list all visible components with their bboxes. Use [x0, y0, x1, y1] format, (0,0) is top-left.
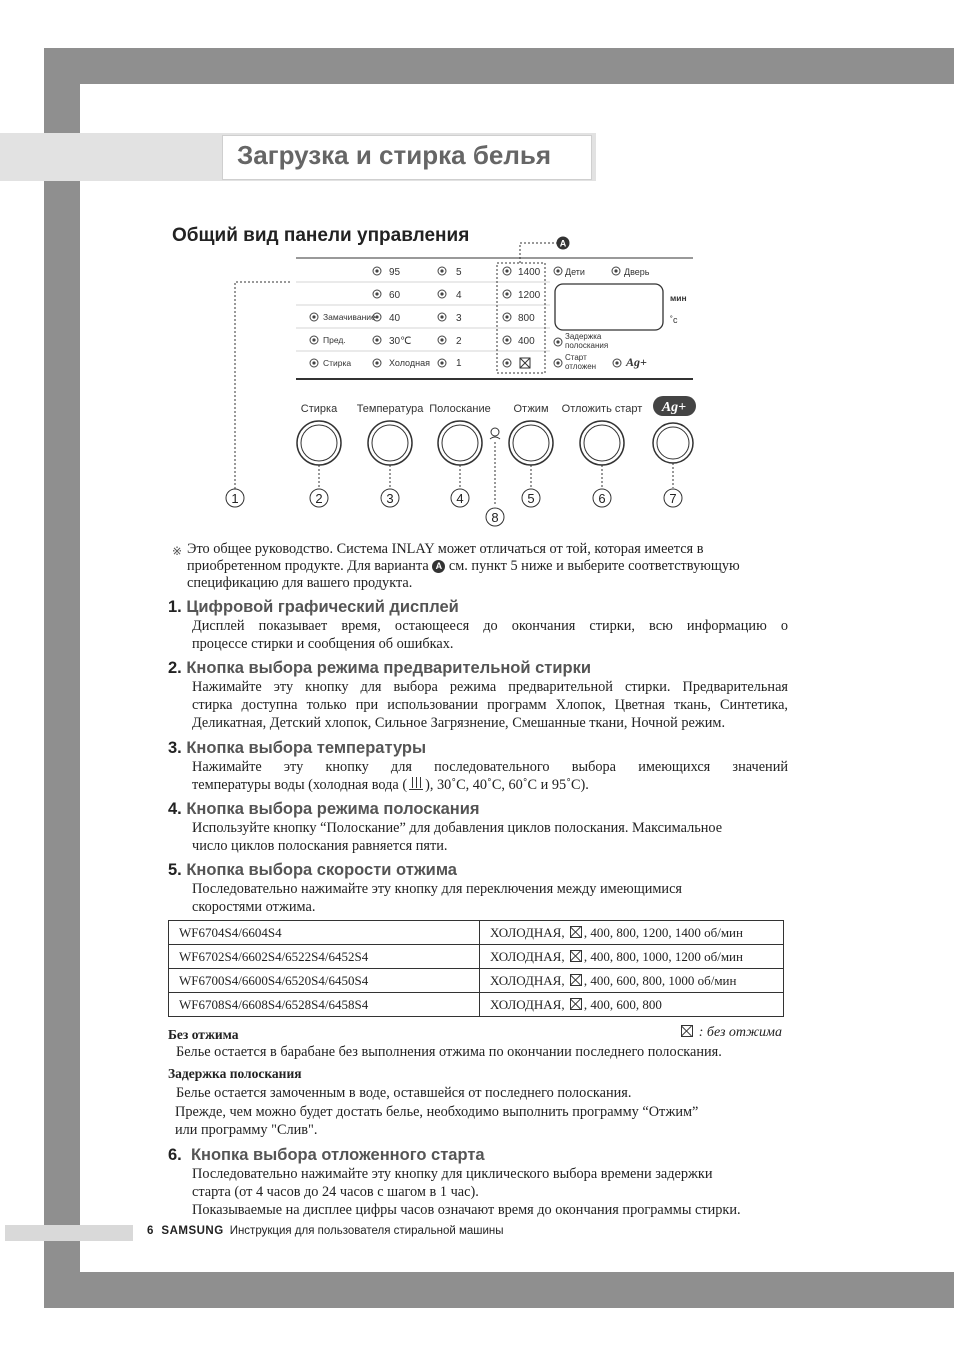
- no-spin-heading: Без отжима: [168, 1027, 239, 1042]
- table-cell-speeds: ХОЛОДНАЯ, , 400, 800, 1200, 1400 об/мин: [480, 921, 784, 945]
- table-cell-speeds: ХОЛОДНАЯ, , 400, 600, 800: [480, 993, 784, 1017]
- spin-speed-table: [168, 920, 784, 1017]
- section-1-title: 1. Цифровой графический дисплей: [168, 598, 459, 616]
- ag-indicator-label: Ag+: [626, 355, 647, 369]
- section-6: [168, 1145, 788, 1219]
- table-row: [169, 969, 784, 993]
- section-3-line-1: Нажимайте эту кнопку для последовательного выбора имеющихся значений: [192, 759, 788, 775]
- table-row: [169, 921, 784, 945]
- status-rinse-hold-2: полоскания: [565, 341, 609, 350]
- no-spin-text: Белье остается в барабане без выполнения отжима по окончании последнего полоскания.: [176, 1044, 722, 1060]
- section-5-line-2: скоростями отжима.: [192, 899, 316, 915]
- temp-cold: Холодная: [389, 358, 430, 368]
- section-2: [168, 658, 788, 732]
- section-4: [168, 799, 788, 855]
- section-2-line-1: Нажимайте эту кнопку для выбора режима предварительной стирки. Предварительная: [192, 679, 788, 695]
- section-2-line-3: Деликатная, Детский хлопок, Сильное Загрязнение, Смешанные ткани, Ночной режим.: [192, 715, 726, 731]
- footer: [147, 1225, 504, 1237]
- section-6-line-1: Последовательно нажимайте эту кнопку для циклического выбора времени задержки: [192, 1166, 713, 1182]
- callout-6: 6: [598, 491, 606, 506]
- footer-text: Инструкция для пользователя стиральной машины: [229, 1225, 504, 1237]
- unit-min: мин: [670, 293, 687, 303]
- no-spin-icon: [570, 926, 582, 938]
- note-marker-a: A: [432, 560, 445, 573]
- no-spin-icon: [570, 950, 582, 962]
- section-1-line-1: Дисплей показывает время, остающееся до окончания стирки, всю информацию о: [192, 618, 788, 634]
- rinse-hold-heading: Задержка полоскания: [168, 1066, 302, 1081]
- section-3-title: 3. Кнопка выбора температуры: [168, 739, 427, 757]
- status-rinse-hold-1: Задержка: [565, 332, 602, 341]
- rinse-4: 4: [456, 290, 462, 301]
- temp-95: 95: [389, 267, 401, 278]
- section-2-line-2: стирка доступна только при использовании программ Хлопок, Цветная ткань, Синтетика,: [192, 697, 788, 713]
- section-4-line-1: Используйте кнопку “Полоскание” для добавления циклов полоскания. Максимальное: [192, 820, 723, 836]
- no-spin-icon: [570, 998, 582, 1010]
- section-4-title: 4. Кнопка выбора режима полоскания: [168, 800, 480, 818]
- spin-1400: 1400: [518, 267, 541, 278]
- frame-left: [44, 48, 80, 1308]
- rinse-hold-line-3: или программу "Слив".: [175, 1122, 318, 1138]
- temp-40: 40: [389, 313, 401, 324]
- section-6-title: 6. Кнопка выбора отложенного старта: [168, 1146, 485, 1164]
- marker-a-label: A: [559, 238, 567, 249]
- rinse-1: 1: [456, 358, 462, 369]
- section-4-line-2: число циклов полоскания равняется пяти.: [192, 838, 448, 854]
- temp-30: 30℃: [389, 336, 412, 347]
- rinse-hold-line-2: Прежде, чем можно будет достать белье, необходимо выполнить программу “Отжим”: [175, 1104, 699, 1120]
- button-label-rinse: Полоскание: [429, 403, 491, 415]
- spin-400: 400: [518, 336, 535, 347]
- button-label-temp: Температура: [356, 403, 424, 415]
- table-cell-model: WF6702S4/6602S4/6522S4/6452S4: [169, 945, 480, 969]
- unit-celsius: ˚c: [670, 315, 678, 325]
- button-label-delay: Отложить старт: [561, 403, 643, 415]
- section-1: [168, 597, 788, 653]
- temp-60: 60: [389, 290, 401, 301]
- callout-8: 8: [491, 510, 499, 525]
- callout-5: 5: [527, 491, 535, 506]
- table-row: [169, 945, 784, 969]
- section-1-line-2: процессе стирки и сообщения об ошибках.: [192, 636, 454, 652]
- callout-1: 1: [231, 491, 239, 506]
- rinse-hold-line-1: Белье остается замоченным в воде, оставшейся от последнего полоскания.: [176, 1085, 632, 1101]
- table-row: [169, 993, 784, 1017]
- frame-top: [44, 48, 954, 84]
- section-5: [168, 860, 788, 916]
- section-5-line-1: Последовательно нажимайте эту кнопку для переключения между имеющимися: [192, 881, 682, 897]
- label-soak: Замачивание: [323, 312, 376, 322]
- digital-display: [555, 284, 663, 330]
- brand-name: SAMSUNG: [161, 1225, 224, 1237]
- footer-bar: [5, 1225, 133, 1241]
- button-label-wash: Стирка: [300, 403, 338, 415]
- note-symbol: ※: [172, 544, 183, 558]
- table-cell-model: WF6700S4/6600S4/6520S4/6450S4: [169, 969, 480, 993]
- page-number: 6: [147, 1225, 154, 1237]
- no-spin-legend: : без отжима: [679, 1025, 782, 1041]
- page-title: Загрузка и стирка белья: [237, 140, 552, 170]
- section-3-line-2: температуры воды (холодная вода ( ), 30˚C, 40˚C, 60˚C и 95˚C).: [192, 777, 589, 793]
- note-text-1: Это общее руководство. Система INLAY может отличаться от той, которая имеется в приобретенном продукте. Для варианта: [187, 541, 704, 574]
- general-note: [172, 541, 787, 592]
- rinse-3: 3: [456, 313, 462, 324]
- table-cell-speeds: ХОЛОДНАЯ, , 400, 800, 1000, 1200 об/мин: [480, 945, 784, 969]
- label-prewash: Пред.: [323, 335, 346, 345]
- callout-2: 2: [315, 491, 323, 506]
- section-2-title: 2. Кнопка выбора режима предварительной стирки: [168, 659, 591, 677]
- spin-1200: 1200: [518, 290, 541, 301]
- frame-bottom: [44, 1272, 954, 1308]
- section-subtitle: Общий вид панели управления: [172, 225, 470, 246]
- table-cell-model: WF6708S4/6608S4/6528S4/6458S4: [169, 993, 480, 1017]
- note-text-2: см. пункт 5 ниже и выберите соответствующую спецификацию для вашего продукта.: [187, 558, 740, 591]
- ag-button-label: Ag+: [661, 400, 687, 415]
- no-spin-icon: [681, 1025, 693, 1037]
- section-6-line-3: Показываемые на дисплее цифры часов означают время до окончания программы стирки.: [192, 1202, 741, 1218]
- child-lock-icon: [490, 428, 500, 439]
- section-5-title: 5. Кнопка выбора скорости отжима: [168, 861, 457, 879]
- button-label-spin: Отжим: [513, 403, 549, 415]
- status-door: Дверь: [624, 267, 650, 277]
- status-delay-start-2: отложен: [565, 362, 597, 371]
- cold-water-icon: [409, 777, 423, 790]
- no-spin-icon: [520, 358, 530, 368]
- rinse-2: 2: [456, 336, 462, 347]
- label-wash: Стирка: [323, 358, 352, 368]
- section-6-line-2: старта (от 4 часов до 24 часов с шагом в 1 час).: [192, 1184, 479, 1200]
- callout-7: 7: [669, 491, 677, 506]
- table-cell-model: WF6704S4/6604S4: [169, 921, 480, 945]
- status-delay-start-1: Старт: [565, 353, 587, 362]
- table-cell-speeds: ХОЛОДНАЯ, , 400, 600, 800, 1000 об/мин: [480, 969, 784, 993]
- section-3: [168, 738, 788, 794]
- rinse-5: 5: [456, 267, 462, 278]
- no-spin-icon: [570, 974, 582, 986]
- callout-3: 3: [386, 491, 394, 506]
- control-panel-diagram: [150, 230, 850, 530]
- status-children: Дети: [565, 267, 585, 277]
- callout-4: 4: [456, 491, 464, 506]
- spin-800: 800: [518, 313, 535, 324]
